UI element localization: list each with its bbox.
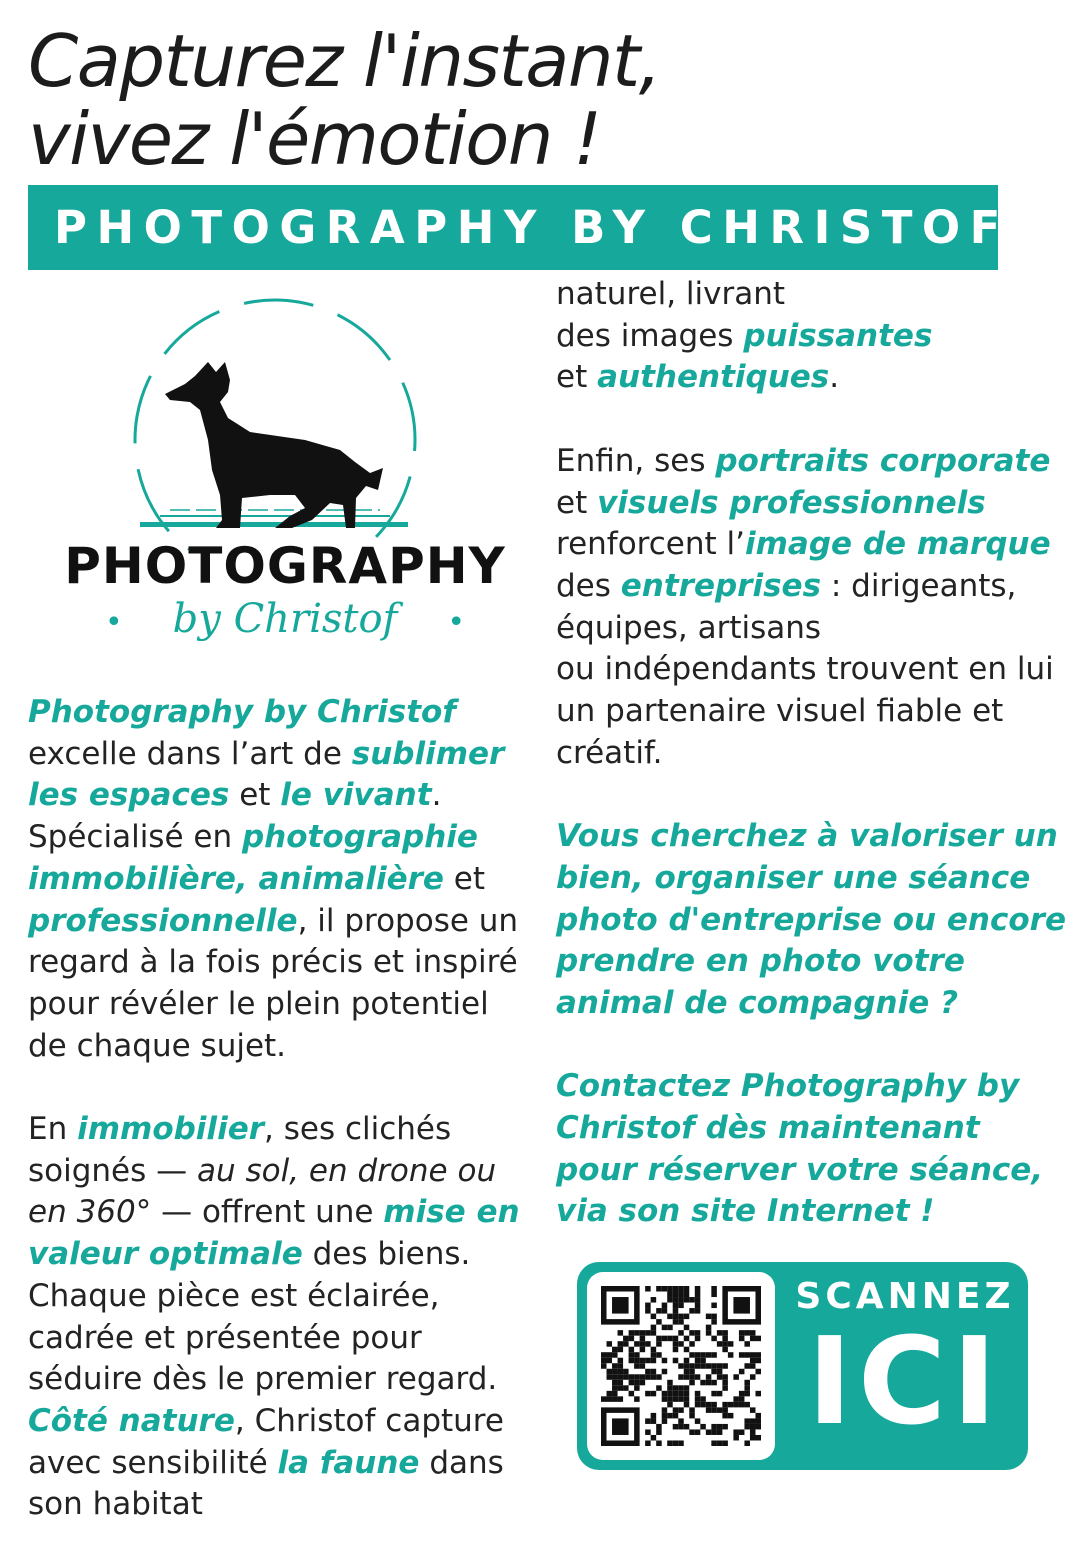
call-to-action-question: Vous cherchez à valoriser un bien, organiser une séance photo d'entreprise ou encore prendre en photo votre animal de compagnie ?: [556, 818, 1066, 1021]
body-text: ou indépendants trouvent en lui un partenaire visuel fiable et créatif.: [556, 651, 1054, 771]
scan-here-label: ICI: [807, 1313, 1003, 1452]
left-paragraph-2: [28, 1109, 528, 1526]
body-text: et: [443, 860, 486, 897]
body-text: des biens. Chaque pièce est éclairée, cadrée et présentée pour séduire dès le premier regard.: [28, 1236, 498, 1398]
highlight-text: image de marque: [744, 526, 1051, 563]
highlight-text: le vivant: [280, 777, 432, 814]
highlight-text: la faune: [277, 1444, 420, 1481]
call-to-action-contact: Contactez Photography by Christof dès maintenant pour réserver votre séance, via son site Internet !: [556, 1068, 1044, 1230]
body-text: — offrent une: [151, 1194, 384, 1231]
body-text: et: [229, 777, 281, 814]
dot-icon: •: [104, 604, 123, 640]
body-text: et: [556, 484, 598, 521]
highlight-text: Côté nature: [28, 1402, 235, 1439]
body-text: naturel, livrant: [556, 276, 786, 312]
body-text: renforcent l’: [556, 526, 745, 563]
headline: [28, 19, 1028, 181]
highlight-text: authentiques: [597, 359, 830, 396]
body-text: , ses clichés soignés —: [28, 1111, 452, 1189]
headline-line-1: Capturez l'instant,: [28, 19, 661, 103]
body-text: et: [556, 359, 598, 396]
highlight-text: entreprises: [620, 567, 822, 604]
body-text: : dirigeants,: [821, 567, 1017, 604]
body-text: Enfin, ses: [556, 442, 716, 479]
body-text: . Spécialisé en: [28, 777, 442, 856]
logo: [50, 290, 506, 670]
qr-scan-panel[interactable]: [577, 1262, 1028, 1470]
body-text: au sol, en drone ou en 360°: [28, 1152, 497, 1231]
qr-code-frame[interactable]: [587, 1272, 775, 1460]
qr-code-icon[interactable]: [601, 1286, 761, 1446]
body-text: dans son habitat: [28, 1444, 504, 1523]
body-text: excelle dans l’art de: [28, 735, 352, 772]
body-text: , Christof capture avec sensibilité: [28, 1402, 504, 1481]
left-column: [28, 692, 528, 1526]
body-text: équipes, artisans: [556, 609, 822, 646]
body-text: , il propose un regard à la fois précis et inspiré pour révéler le plein potentiel de chaque sujet.: [28, 902, 519, 1064]
body-text: .: [829, 359, 840, 396]
highlight-text: photographie immobilière, animalière: [28, 819, 478, 897]
highlight-text: portraits corporate: [715, 442, 1051, 479]
highlight-text: puissantes: [743, 317, 933, 354]
highlight-text: professionnelle: [28, 902, 298, 939]
highlight-text: sublimer les espaces: [28, 735, 505, 814]
dog-silhouette-icon: [165, 362, 383, 528]
body-text: En: [28, 1111, 78, 1148]
headline-line-2: vivez l'émotion !: [28, 97, 601, 181]
highlight-text: mise en valeur optimale: [28, 1194, 520, 1273]
dot-icon: •: [447, 604, 466, 640]
title-banner: [28, 185, 1010, 270]
body-text: des: [556, 567, 621, 604]
scan-label: SCANNEZ: [795, 1276, 1015, 1317]
body-text: des images: [556, 317, 744, 354]
highlight-text: Photography by Christof: [28, 694, 456, 730]
right-column: [556, 274, 1066, 1233]
right-paragraph-1: [556, 441, 1066, 775]
logo-wordmark: PHOTOGRAPHY: [64, 537, 506, 595]
banner-text: PHOTOGRAPHY BY CHRISTOF: [54, 201, 1010, 254]
highlight-text: immobilier: [77, 1111, 265, 1148]
logo-script-text: by Christof: [172, 596, 398, 642]
left-paragraph-1: [28, 692, 528, 1067]
highlight-text: visuels professionnels: [597, 484, 986, 521]
right-paragraph-0: [556, 274, 1066, 399]
logo-circle-icon: [50, 290, 520, 550]
logo-script-line: [50, 596, 520, 642]
